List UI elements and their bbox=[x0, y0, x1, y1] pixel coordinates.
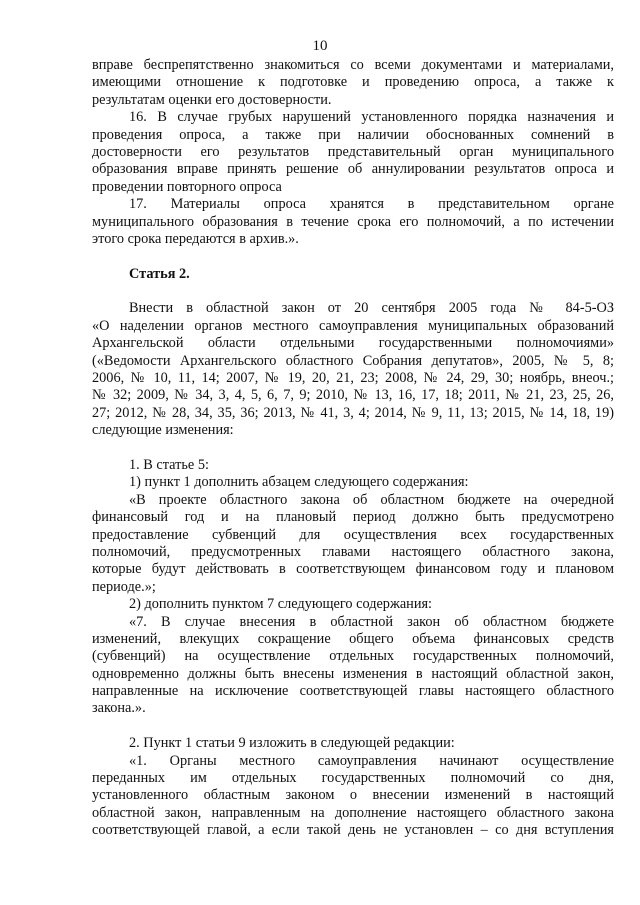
text-line: финансовый год и на плановый период должно быть предусмотрено bbox=[92, 509, 614, 526]
text-line: «В проекте областного закона об областном бюджете на очередной bbox=[129, 491, 614, 508]
text-line: закона.». bbox=[92, 700, 146, 717]
text-line: 17. Материалы опроса хранятся в представительном органе bbox=[129, 196, 614, 213]
text-line: образования вправе принять решение об аннулировании результатов опроса и bbox=[92, 161, 614, 178]
text-line: «7. В случае внесения в областной закон об областном бюджете bbox=[129, 613, 614, 630]
text-line: направленные на исключение соответствующей главы настоящего областного bbox=[92, 683, 614, 700]
text-line: изменений, влекущих сокращение общего объема финансовых средств bbox=[92, 630, 614, 647]
list-subitem: 2) дополнить пунктом 7 следующего содержания: bbox=[129, 596, 433, 613]
text-line: которые будут действовать в соответствующем финансовом году и плановом bbox=[92, 561, 614, 578]
text-line: соответствующей главой, а если такой день не установлен – со дня вступления bbox=[92, 822, 614, 839]
list-item-title: 1. В статье 5: bbox=[129, 456, 209, 473]
text-line: установленного областным законом о внесении изменений в настоящий bbox=[92, 787, 614, 804]
text-line: этого срока передаются в архив.». bbox=[92, 230, 299, 247]
text-line: (субвенций) на осуществление отдельных государственных полномочий, bbox=[92, 648, 614, 665]
text-line: «О наделении органов местного самоуправления муниципальных образований bbox=[92, 317, 614, 334]
text-line: достоверности его результатов представительный орган муниципального bbox=[92, 143, 614, 160]
text-line: 2006, № 10, 11, 14; 2007, № 19, 20, 21, 23; 2008, № 24, 29, 30; ноябрь, внеоч.; bbox=[92, 370, 614, 387]
text-line: «1. Органы местного самоуправления начинают осуществление bbox=[129, 752, 614, 769]
list-item-title: 2. Пункт 1 статьи 9 изложить в следующей редакции: bbox=[129, 735, 455, 752]
text-line: Архангельской области отдельными государственными полномочиями» bbox=[92, 335, 614, 352]
text-line: результатам оценки его достоверности. bbox=[92, 91, 332, 108]
text-line: вправе беспрепятственно знакомиться со всеми документами и материалами, bbox=[92, 57, 614, 73]
text-line: полномочий, предусмотренных главами настоящего областного закона, bbox=[92, 543, 614, 560]
article-heading: Статья 2. bbox=[129, 265, 190, 282]
document-body bbox=[92, 57, 614, 840]
text-line: одновременно должны быть внесены изменения в настоящий областной закон, bbox=[92, 665, 614, 682]
page-number: 10 bbox=[312, 38, 328, 54]
text-line: 27; 2012, № 28, 34, 35, 36; 2013, № 41, 3, 4; 2014, № 9, 11, 13; 2015, № 14, 18, 19) bbox=[92, 404, 614, 421]
text-line: предоставление субвенций для осуществления всех государственных bbox=[92, 526, 614, 543]
text-line: областной закон, направленным на дополнение настоящего областного закона bbox=[92, 804, 614, 821]
text-line: переданных им отдельных государственных полномочий со дня, bbox=[92, 770, 614, 787]
text-line: имеющими отношение к подготовке и проведению опроса, а также к bbox=[92, 74, 614, 91]
text-line: муниципального образования в течение срока его полномочий, а по истечении bbox=[92, 213, 614, 230]
list-subitem: 1) пункт 1 дополнить абзацем следующего содержания: bbox=[129, 474, 469, 491]
text-line: 16. В случае грубых нарушений установленного порядка назначения и bbox=[129, 109, 614, 126]
text-line: («Ведомости Архангельского областного Собрания депутатов», 2005, № 5, 8; bbox=[92, 352, 614, 369]
text-line: проведения опроса, а также при наличии обоснованных сомнений в bbox=[92, 126, 614, 143]
text-line: проведении повторного опроса bbox=[92, 178, 282, 195]
text-line: № 32; 2009, № 34, 3, 4, 5, 6, 7, 9; 2010, № 13, 16, 17, 18; 2011, № 21, 23, 25, 26, bbox=[92, 387, 614, 404]
text-line: Внести в областной закон от 20 сентября 2005 года № 84-5-ОЗ bbox=[129, 300, 614, 317]
text-line: следующие изменения: bbox=[92, 422, 234, 439]
text-line: периоде.»; bbox=[92, 578, 156, 595]
